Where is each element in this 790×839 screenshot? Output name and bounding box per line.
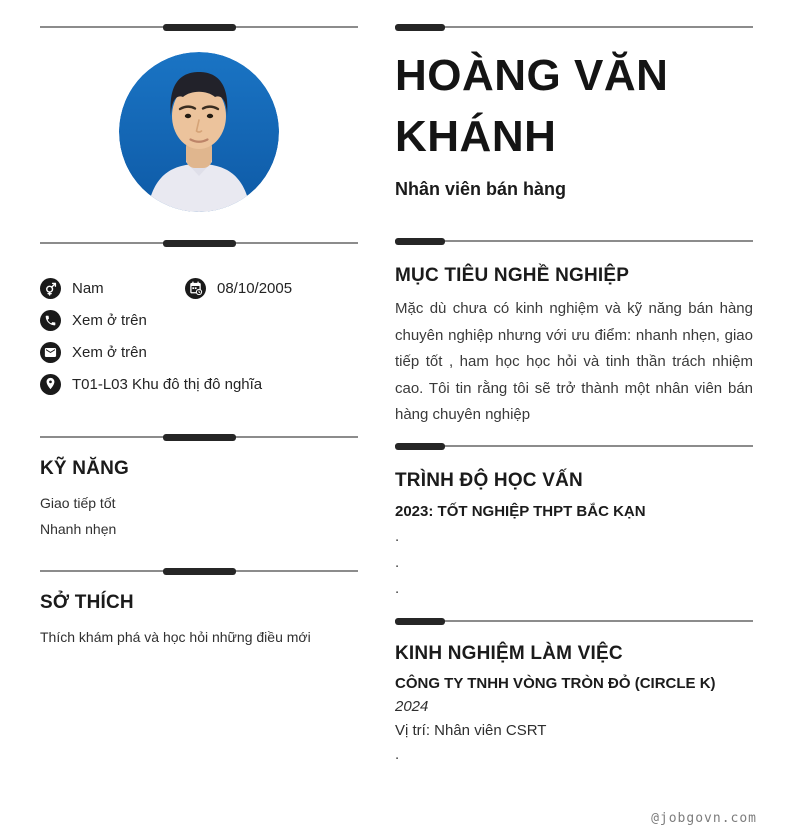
skill-item: Nhanh nhẹn: [40, 521, 117, 537]
email-value: Xem ở trên: [72, 344, 147, 361]
contact-info: [40, 278, 358, 395]
education-note: .: [395, 527, 400, 545]
address-field: [40, 374, 262, 395]
hobbies-list: [40, 624, 358, 650]
address-value: T01-L03 Khu đô thị đô nghĩa: [72, 376, 263, 393]
contact-row: [40, 278, 358, 299]
phone-field: [40, 310, 147, 331]
site-watermark: @jobgovn.com: [651, 811, 757, 826]
section-divider: [395, 24, 753, 31]
phone-icon: [40, 310, 61, 331]
section-divider: [395, 238, 753, 245]
divider-bar: [395, 24, 445, 31]
birthdate-value: 08/10/2005: [217, 280, 293, 297]
divider-bar: [163, 434, 236, 441]
section-divider: [395, 618, 753, 625]
left-column: [40, 0, 358, 650]
section-divider: [40, 24, 358, 31]
candidate-name: HOÀNG VĂN KHÁNH: [395, 51, 669, 161]
contact-row: [40, 310, 358, 331]
hobbies-heading: SỞ THÍCH: [40, 592, 134, 613]
experience-period: 2024: [395, 697, 429, 715]
calendar-icon: [185, 278, 206, 299]
experience-company: CÔNG TY TNHH VÒNG TRÒN ĐỎ (CIRCLE K): [395, 674, 716, 692]
location-icon: [40, 374, 61, 395]
divider-bar: [395, 618, 445, 625]
portrait-illustration: [119, 52, 279, 212]
gender-icon: [40, 278, 61, 299]
divider-line: [395, 620, 753, 622]
email-field: [40, 342, 147, 363]
divider-line: [395, 445, 753, 447]
skills-heading: KỸ NĂNG: [40, 458, 130, 479]
gender-field: [40, 278, 185, 299]
divider-line: [395, 240, 753, 242]
experience-position: Vị trí: Nhân viên CSRT: [395, 721, 547, 739]
education-heading: TRÌNH ĐỘ HỌC VẤN: [395, 469, 583, 491]
phone-value: Xem ở trên: [72, 312, 147, 329]
experience-note: .: [395, 745, 400, 763]
section-divider: [40, 434, 358, 441]
contact-row: [40, 342, 358, 363]
experience-heading: KINH NGHIỆM LÀM VIỆC: [395, 642, 623, 664]
divider-bar: [395, 443, 445, 450]
section-divider: [395, 443, 753, 450]
objective-text: Mặc dù chưa có kinh nghiệm và kỹ năng bán hàng chuyên nghiệp nhưng với ưu điểm: nhanh nhẹn, giao tiếp tốt , ham học học hỏi và tinh thần trách nhiệm cao. Tôi tin rằng tôi sẽ trở thành một nhân viên bán hàng chuyên nghiệp: [395, 300, 753, 424]
divider-bar: [163, 568, 236, 575]
section-divider: [40, 568, 358, 575]
education-notes: [395, 524, 753, 602]
divider-bar: [395, 238, 445, 245]
education-note: .: [395, 579, 400, 597]
objective-heading: MỤC TIÊU NGHỀ NGHIỆP: [395, 265, 630, 286]
profile-photo: [119, 52, 279, 212]
right-column: [395, 0, 753, 764]
skills-list: [40, 490, 358, 542]
education-degree: 2023: TỐT NGHIỆP THPT BẮC KẠN: [395, 502, 646, 520]
email-icon: [40, 342, 61, 363]
divider-bar: [163, 24, 236, 31]
job-title: Nhân viên bán hàng: [395, 179, 567, 199]
education-note: .: [395, 553, 400, 571]
birthdate-field: [185, 278, 292, 299]
divider-line: [395, 26, 753, 28]
section-divider: [40, 240, 358, 247]
gender-value: Nam: [72, 280, 104, 297]
skill-item: Giao tiếp tốt: [40, 495, 116, 511]
hobby-item: Thích khám phá và học hỏi những điều mới: [40, 629, 311, 645]
contact-row: [40, 374, 358, 395]
divider-bar: [163, 240, 236, 247]
